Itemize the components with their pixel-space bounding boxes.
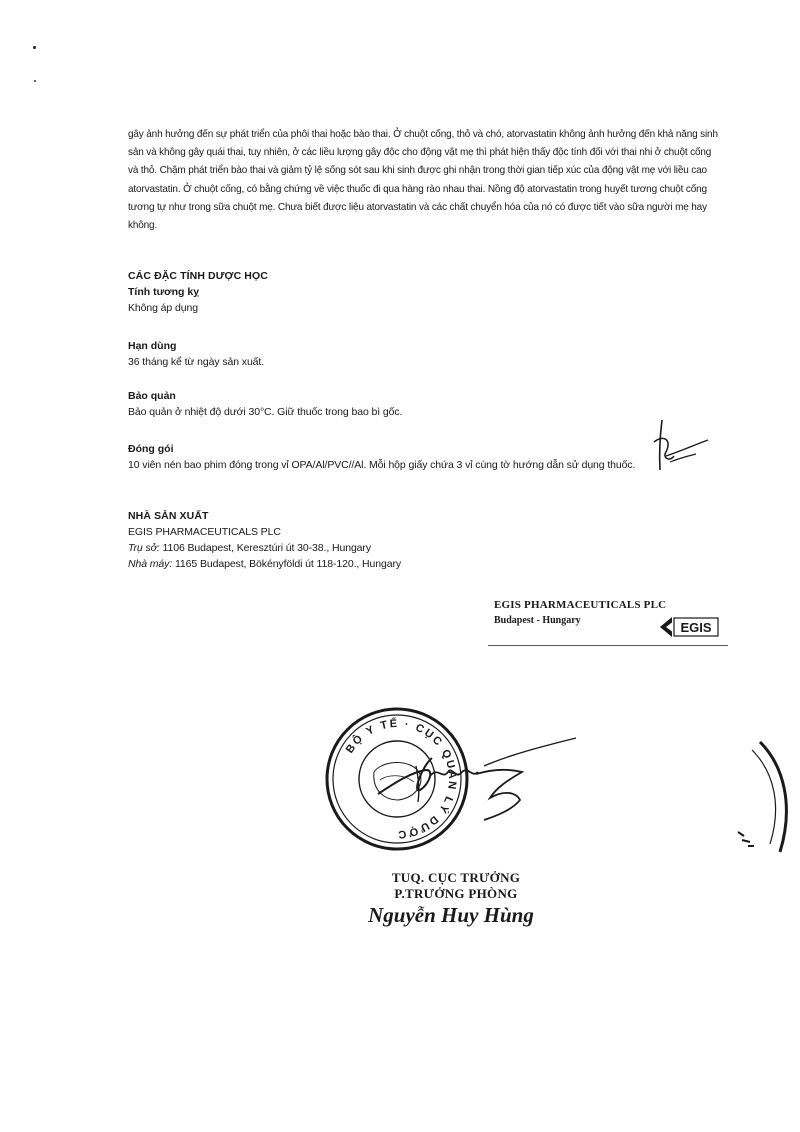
incompat-text: Không áp dụng (128, 302, 198, 314)
storage-text: Bảo quản ở nhiệt độ dưới 30°C. Giữ thuốc trong bao bì gốc. (128, 406, 403, 418)
scan-speck (33, 46, 36, 49)
egis-logo-text: EGIS (680, 620, 712, 635)
storage-title: Bảo quản (128, 390, 176, 402)
plant-address: 1165 Budapest, Bökényföldi út 118-120., Hungary (172, 558, 402, 570)
seal-ring-text: BỘ Y TẾ · CỤC QUẢN LÝ DƯỢC (343, 717, 459, 841)
paragraph-line: gây ảnh hưởng đến sự phát triển của phôi thai hoặc bào thai. Ở chuột cống, thỏ và chó, atorvastatin không ảnh hưởng đến khả năng sinh (128, 129, 718, 140)
paragraph-line: tương tự như trong sữa chuột mẹ. Chưa biết được liệu atorvastatin và các chất chuyển hóa của nó có được tiết vào sữa người mẹ hay (128, 201, 707, 213)
signer-title-1: TUQ. CỤC TRƯỞNG (391, 870, 521, 885)
egis-logo-icon (658, 613, 720, 641)
paragraph-line: không. (128, 220, 158, 232)
plant-label: Nhà máy: (128, 558, 173, 570)
shelf-title: Hạn dùng (128, 340, 177, 352)
partial-seal-icon (730, 736, 800, 866)
storage-section (128, 388, 648, 420)
signer-title-2: P.TRƯỞNG PHÒNG (394, 886, 518, 901)
paragraph-line: atorvastatin. Ở chuột cống, có bằng chứng về việc thuốc đi qua hàng rào nhau thai. Nồng độ atorvastatin trong huyết tương chuột cống (128, 183, 707, 195)
manufacturer-heading: NHÀ SẢN XUẤT (128, 510, 209, 522)
hq-line (128, 540, 648, 556)
paragraph-line: sản và không gây quái thai, tuy nhiên, ở các liều lượng gây độc cho động vật mẹ thì phát hiện thấy độc tính đối với thai nhi ở chuột cống (128, 147, 712, 159)
pharma-section (128, 268, 648, 316)
pack-text: 10 viên nén bao phim đóng trong vỉ OPA/Al/PVC//Al. Mỗi hộp giấy chứa 3 vỉ cùng tờ hướng dẫn sử dụng thuốc. (128, 459, 636, 471)
shelf-life-section (128, 338, 648, 370)
company-stamp (488, 597, 728, 646)
scan-speck (34, 80, 36, 82)
pregnancy-paragraph (128, 126, 718, 235)
hq-address: 1106 Budapest, Keresztúri út 30-38., Hungary (159, 542, 371, 554)
plant-line (128, 556, 648, 572)
stamp-city: Budapest - Hungary (494, 615, 581, 626)
pack-title: Đóng gói (128, 443, 174, 455)
stamp-company-name: EGIS PHARMACEUTICALS PLC (494, 599, 667, 611)
manufacturer-company: EGIS PHARMACEUTICALS PLC (128, 526, 281, 538)
initials-signature-icon (644, 412, 714, 478)
manufacturer-section (128, 508, 648, 572)
signer-name: Nguyễn Huy Hùng (368, 903, 534, 927)
section-heading: CÁC ĐẶC TÍNH DƯỢC HỌC (128, 270, 268, 282)
handwritten-signature-icon (372, 736, 582, 828)
shelf-text: 36 tháng kể từ ngày sản xuất. (128, 356, 265, 368)
incompat-title: Tính tương kỵ (128, 286, 200, 298)
packaging-section (128, 441, 648, 473)
paragraph-line: và thỏ. Chậm phát triển bào thai và giảm tỷ lệ sống sót sau khi sinh được ghi nhận trong thời gian tiếp xúc của động vật mẹ với liều cao (128, 165, 707, 177)
hq-label: Trụ sở: (128, 542, 160, 554)
